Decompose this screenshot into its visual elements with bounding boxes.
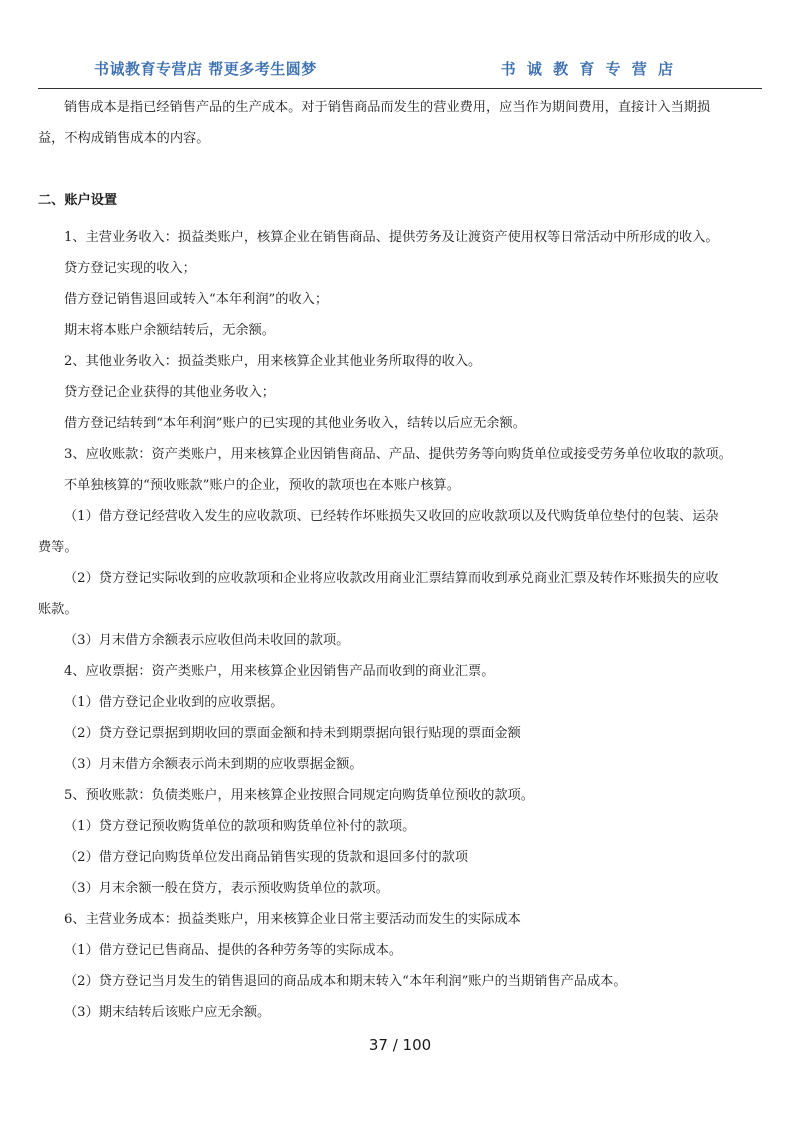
item-line: 5、预收账款：负债类账户，用来核算企业按照合同规定向购货单位预收的款项。	[64, 788, 534, 803]
section-heading: 二、账户设置	[38, 193, 118, 208]
spacer	[38, 149, 762, 191]
header-divider	[38, 88, 762, 89]
item-line: 借方登记结转到“本年利润”账户的已实现的其他业务收入，结转以后应无余额。	[64, 416, 526, 431]
item-line: （2）借方登记向购货单位发出商品销售实现的货款和退回多付的款项	[64, 850, 469, 865]
page-header	[38, 52, 762, 88]
document-body	[38, 98, 762, 1028]
spacer	[38, 211, 762, 222]
item-line: （1）贷方登记预收购货单位的款项和购货单位补付的款项。	[64, 819, 416, 834]
item-line: 1、主营业务收入：损益类账户，核算企业在销售商品、提供劳务及让渡资产使用权等日常活动中所形成的收入。	[64, 230, 719, 245]
header-right-title: 书 诚 教 育 专 营 店	[500, 60, 676, 78]
item-line: 不单独核算的“预收账款”账户的企业，预收的款项也在本账户核算。	[64, 478, 460, 493]
intro-line-1: 销售成本是指已经销售产品的生产成本。对于销售商品而发生的营业费用，应当作为期间费用，直接计入当期损	[64, 100, 711, 115]
item-line: （2）贷方登记票据到期收回的票面金额和持未到期票据向银行贴现的票面金额	[64, 726, 521, 741]
item-line: （3）期末结转后该账户应无余额。	[64, 1005, 271, 1020]
receivable-p2-line2: 账款。	[38, 602, 78, 617]
receivable-p1-line2: 费等。	[38, 540, 78, 555]
item-line: 贷方登记企业获得的其他业务收入；	[64, 385, 275, 400]
header-left-title: 书诚教育专营店 帮更多考生圆梦	[94, 60, 317, 78]
item-line: 期末将本账户余额结转后，无余额。	[64, 323, 275, 338]
item-line: 借方登记销售退回或转入“本年利润”的收入；	[64, 292, 329, 307]
receivable-p2-line1: （2）贷方登记实际收到的应收款项和企业将应收款改用商业汇票结算而收到承兑商业汇票及转作坏账损失的应收	[64, 571, 719, 586]
item-line: （2）贷方登记当月发生的销售退回的商品成本和期末转入“本年利润”账户的当期销售产品成本。	[64, 974, 627, 989]
item-line: （3）月末借方余额表示尚未到期的应收票据金额。	[64, 757, 363, 772]
item-line: （3）月末余额一般在贷方，表示预收购货单位的款项。	[64, 881, 389, 896]
intro-line-2: 益，不构成销售成本的内容。	[38, 131, 210, 146]
receivable-p3: （3）月末借方余额表示应收但尚未收回的款项。	[64, 633, 350, 648]
item-line: 6、主营业务成本：损益类账户，用来核算企业日常主要活动而发生的实际成本	[64, 912, 521, 927]
receivable-p1-line1: （1）借方登记经营收入发生的应收款项、已经转作坏账损失又收回的应收款项以及代购货单位垫付的包装、运杂	[64, 509, 719, 524]
item-line: （1）借方登记企业收到的应收票据。	[64, 695, 284, 710]
item-line: 2、其他业务收入：损益类账户，用来核算企业其他业务所取得的收入。	[64, 354, 482, 369]
item-line: 贷方登记实现的收入；	[64, 261, 196, 276]
item-line: 4、应收票据：资产类账户，用来核算企业因销售产品而收到的商业汇票。	[64, 664, 495, 679]
page-indicator: 37 / 100	[368, 1036, 432, 1054]
item-line: （1）借方登记已售商品、提供的各种劳务等的实际成本。	[64, 943, 403, 958]
item-line: 3、应收账款：资产类账户，用来核算企业因销售商品、产品、提供劳务等向购货单位或接受劳务单位收取的款项。	[64, 447, 732, 462]
